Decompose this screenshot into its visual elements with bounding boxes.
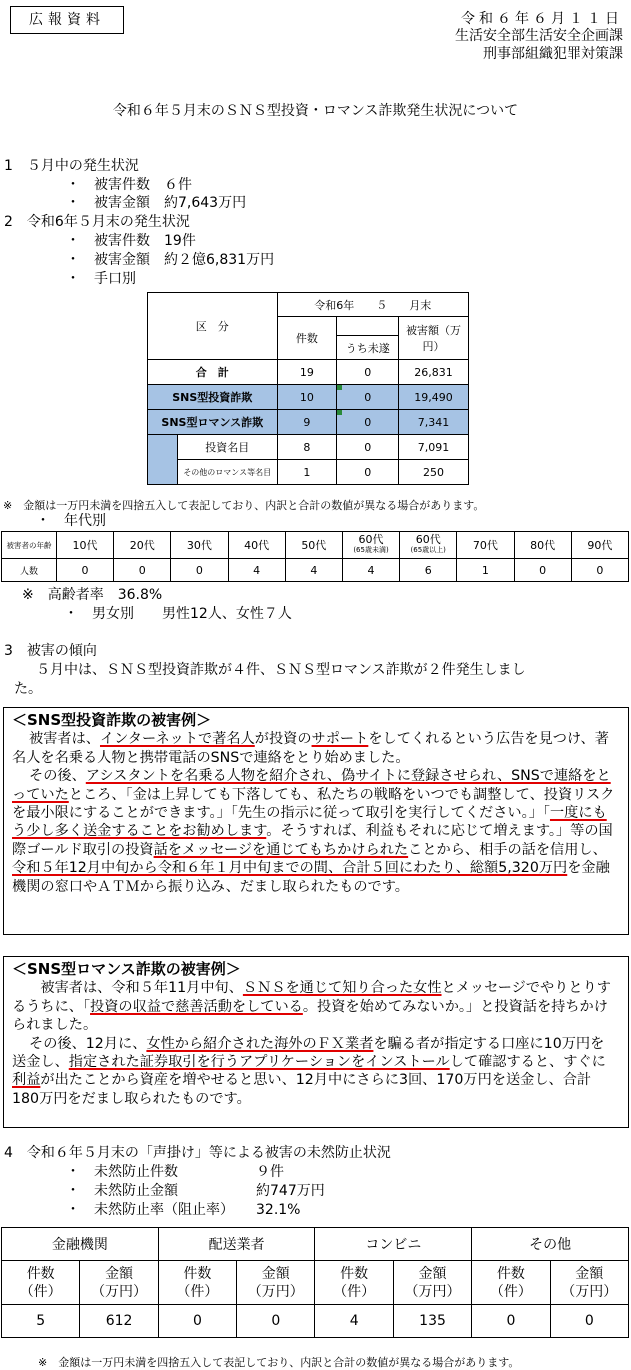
count-header: 件数 （件） — [2, 1261, 80, 1305]
romance-case-heading: ＜SNS型ロマンス詐欺の被害例＞ — [12, 960, 241, 978]
prevent-amount-label: ・ 未然防止金額 — [66, 1183, 178, 1199]
table-row — [148, 435, 469, 460]
gender-breakdown: ・ 男女別 男性12人、女性７人 — [64, 606, 292, 622]
damage-header: 被害額（万円） — [399, 317, 469, 360]
age-header: 60代 (65歳以上) — [400, 532, 457, 559]
amount-header: 金額 （万円） — [550, 1261, 628, 1305]
cell: 0 — [114, 559, 171, 582]
table-row — [2, 1305, 629, 1338]
age-count-label: 人数 — [2, 559, 57, 582]
indent-cell — [148, 435, 178, 485]
cell: 0 — [337, 410, 399, 435]
cell: 9 — [277, 410, 337, 435]
investment-case-paragraph-2: その後、アシスタントを名乗る人物を紹介され、偽サイトに登録させられ、SNSで連絡をとっていたところ、「金は上昇しても下落しても、私たちの戦略をいつでも調整して、投資リスクを最小限にすることができます。」「先生の指示に従って取引を実行してください。」「一度にもう少し多く送金することをお勧めします。そうすれば、利益もそれに応じて増えます。」等の国際ゴールド取引の投資話をメッセージを通じてもちかけられたことから、相手の話を信用し、令和５年12月中旬から令和６年１月中旬までの間、合計５回にわたり、総額5,320万円を金融機関の窓口やＡＴＭから振り込み、だまし取られたものです。 — [12, 768, 615, 895]
attempt-header: うち未遂 — [337, 336, 399, 360]
cell: 0 — [514, 559, 571, 582]
cell: 5 — [2, 1305, 80, 1338]
cell: 135 — [393, 1305, 471, 1338]
section-2-method: ・ 手口別 — [66, 271, 136, 287]
release-date: 令和６年６月１１日 — [461, 11, 623, 27]
cell: 6 — [400, 559, 457, 582]
investment-fraud-case-box — [3, 707, 629, 935]
cell: 26,831 — [399, 360, 469, 385]
investment-case-heading: ＜SNS型投資詐欺の被害例＞ — [12, 711, 212, 729]
category-header: 区 分 — [148, 293, 278, 360]
cell: 0 — [550, 1305, 628, 1338]
note-rounding-1: ※ 金額は一万円未満を四捨五入して表記しており、内訳と合計の数値が異なる場合があります。 — [3, 499, 485, 512]
prevent-count-value: ９件 — [256, 1164, 284, 1180]
table-row — [148, 360, 469, 385]
section-3-line-2: た。 — [14, 681, 42, 697]
cell: 0 — [56, 559, 113, 582]
cell: 0 — [237, 1305, 315, 1338]
cell: 4 — [285, 559, 342, 582]
cell: 0 — [571, 559, 628, 582]
age-header: 20代 — [114, 532, 171, 559]
note-rounding-2: ※ 金額は一万円未満を四捨五入して表記しており、内訳と合計の数値が異なる場合があります。 — [38, 1356, 520, 1369]
age-header: 80代 — [514, 532, 571, 559]
prevent-rate-label: ・ 未然防止率（阻止率） — [66, 1202, 234, 1218]
amount-header: 金額 （万円） — [237, 1261, 315, 1305]
cell: 0 — [337, 385, 399, 410]
age-header: 30代 — [171, 532, 228, 559]
cell: 4 — [228, 559, 285, 582]
cell: 19 — [277, 360, 337, 385]
prevent-rate-value: 32.1% — [256, 1202, 301, 1218]
prevention-table — [1, 1227, 629, 1338]
romance-fraud-case-box — [3, 956, 629, 1128]
cell: 250 — [399, 460, 469, 485]
page-title: 令和６年５月末のＳＮＳ型投資・ロマンス詐欺発生状況について — [112, 103, 519, 119]
investment-case-paragraph-1: 被害者は、インターネットで著名人が投資のサポートをしてくれるという広告を見つけ、著名人を名乗る人物と携帯電話のSNSで連絡をとり始めました。 — [12, 731, 609, 766]
age-row-label: 被害者の年齢 — [2, 532, 57, 559]
table-row — [148, 410, 469, 435]
cell: 1 — [457, 559, 514, 582]
romance-case-paragraph-1: 被害者は、令和５年11月中旬、ＳＮＳを通じて知り合った女性とメッセージでやりとりするうちに、「投資の収益で慈善活動をしている。投資を始めてみないか。」と投資話を持ちかけられました。 — [12, 980, 611, 1034]
cell: 0 — [472, 1305, 550, 1338]
table-row — [2, 559, 629, 582]
count-header: 件数 （件） — [315, 1261, 393, 1305]
cell: 7,091 — [399, 435, 469, 460]
table-row — [148, 385, 469, 410]
cell: 0 — [171, 559, 228, 582]
cell: 0 — [337, 460, 399, 485]
section-2-cases: ・ 被害件数 19件 — [66, 233, 196, 249]
romance-case-paragraph-2: その後、12月に、女性から紹介された海外のＦＸ業者を騙る者が指定する口座に10万円を送金し、指定された証券取引を行うアプリケーションをインストールして確認すると、すぐに利益が出たことから資産を増やせると思い、12月中にさらに3回、170万円を送金し、合計180万円をだまし取られたものです。 — [12, 1035, 606, 1107]
table-row — [148, 460, 469, 485]
cell: 0 — [337, 360, 399, 385]
row-label: 投資名目 — [177, 435, 277, 460]
row-label: SNS型ロマンス詐欺 — [148, 410, 278, 435]
cell: 612 — [80, 1305, 158, 1338]
section-1-amount: ・ 被害金額 約7,643万円 — [66, 195, 247, 211]
count-header: 件数 （件） — [158, 1261, 236, 1305]
cell: 4 — [315, 1305, 393, 1338]
cell: 4 — [342, 559, 399, 582]
department-1: 生活安全部生活安全企画課 — [455, 28, 623, 44]
prevent-count-label: ・ 未然防止件数 — [66, 1164, 178, 1180]
section-1-cases: ・ 被害件数 ６件 — [66, 177, 192, 193]
period-header: 令和6年 ５ 月末 — [277, 293, 468, 317]
department-2: 刑事部組織犯罪対策課 — [483, 46, 623, 62]
age-heading: ・ 年代別 — [36, 513, 106, 529]
prevent-amount-value: 約747万円 — [256, 1183, 325, 1199]
section-1-heading: 1 ５月中の発生状況 — [4, 158, 139, 174]
cell: 8 — [277, 435, 337, 460]
cell: 7,341 — [399, 410, 469, 435]
press-release-badge: 広報資料 — [10, 6, 124, 34]
cell: 1 — [277, 460, 337, 485]
cell: 10 — [277, 385, 337, 410]
count-header: 件数 （件） — [472, 1261, 550, 1305]
amount-header: 金額 （万円） — [80, 1261, 158, 1305]
amount-header: 金額 （万円） — [393, 1261, 471, 1305]
section-4-heading: 4 令和６年５月末の「声掛け」等による被害の未然防止状況 — [4, 1145, 391, 1161]
age-header: 50代 — [285, 532, 342, 559]
section-3-heading: 3 被害の傾向 — [4, 643, 97, 659]
row-label: SNS型投資詐欺 — [148, 385, 278, 410]
section-2-amount: ・ 被害金額 約２億6,831万円 — [66, 252, 275, 268]
age-header: 90代 — [571, 532, 628, 559]
cell: 0 — [158, 1305, 236, 1338]
cell: 0 — [337, 435, 399, 460]
section-3-line-1: ５月中は、ＳＮＳ型投資詐欺が４件、ＳＮＳ型ロマンス詐欺が２件発生しまし — [36, 662, 526, 678]
age-header: 10代 — [56, 532, 113, 559]
count-header: 件数 — [277, 317, 337, 360]
age-table — [1, 531, 629, 582]
row-label: 合 計 — [148, 360, 278, 385]
section-2-heading: 2 令和6年５月末の発生状況 — [4, 214, 190, 230]
age-header: 70代 — [457, 532, 514, 559]
group-financial: 金融機関 — [2, 1228, 159, 1261]
elderly-rate: ※ 高齢者率 36.8% — [22, 587, 163, 603]
age-header: 40代 — [228, 532, 285, 559]
group-convenience-store: コンビニ — [315, 1228, 472, 1261]
group-other: その他 — [472, 1228, 629, 1261]
cell: 19,490 — [399, 385, 469, 410]
group-delivery: 配送業者 — [158, 1228, 315, 1261]
row-label: その他のロマンス等名目 — [177, 460, 277, 485]
method-table — [147, 292, 469, 485]
age-header: 60代 (65歳未満) — [342, 532, 399, 559]
